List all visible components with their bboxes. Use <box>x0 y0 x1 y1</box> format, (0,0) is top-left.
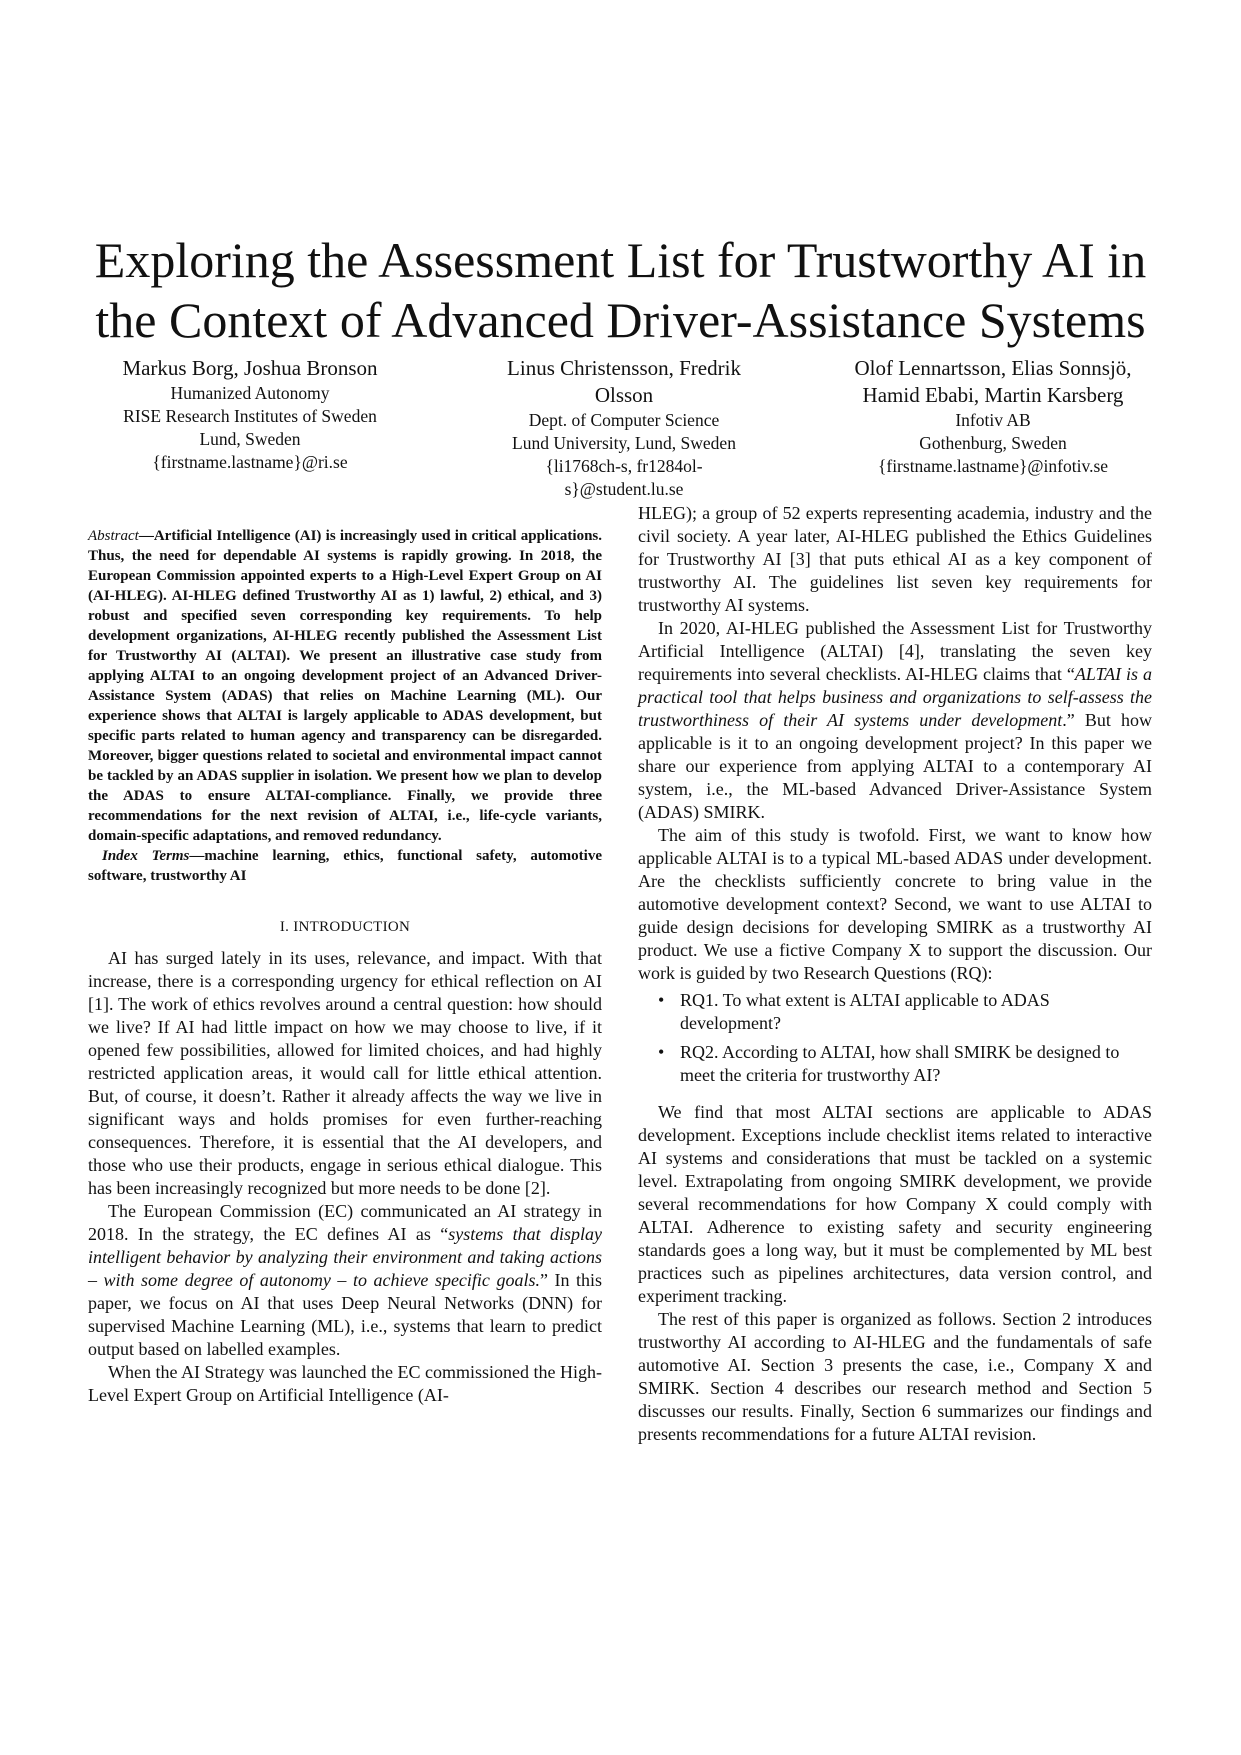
index-terms-text: —machine learning, ethics, functional safety, automotive software, trustworthy AI <box>88 848 602 884</box>
author-names: Linus Christensson, Fredrik <box>507 356 741 380</box>
author-names: Olof Lennartsson, Elias Sonnsjö, <box>854 356 1132 380</box>
paragraph: The rest of this paper is organized as follows. Section 2 introduces trustworthy AI according to AI-HLEG and the fundamentals of safe automotive AI. Section 3 presents the case, i.e., Company X and SMIRK. Section 4 describes our research method and Section 5 discusses our results. Finally, Section 6 summarizes our findings and presents recommendations for a future ALTAI revision. <box>638 1309 1152 1444</box>
author-affiliation: Infotiv AB <box>955 410 1031 430</box>
title-line-2: the Context of Advanced Driver-Assistance Systems <box>95 291 1146 348</box>
author-affiliation: Lund University, Lund, Sweden <box>512 433 736 453</box>
right-column <box>638 502 1152 1446</box>
paragraph: We find that most ALTAI sections are applicable to ADAS development. Exceptions include checklist items related to interactive AI systems and considerations that must be tackled on a systemic level. Extrapolating from ongoing SMIRK development, we provide several recommendations for how Company X could comply with ALTAI. Adherence to existing safety and security engineering standards goes a long way, but it must be complemented by ML best practices such as pipelines architectures, data version control, and experiment tracking. <box>638 1102 1152 1306</box>
author-block-3 <box>828 355 1158 478</box>
bullet-icon: • <box>658 990 665 1010</box>
paragraph: When the AI Strategy was launched the EC commissioned the High-Level Expert Group on Artificial Intelligence (AI- <box>88 1362 602 1405</box>
paragraph: The aim of this study is twofold. First, we want to know how applicable ALTAI is to a typical ML-based ADAS under development. Are the checklists sufficiently concrete to bring value in the automotive development context? Second, we want to use ALTAI to guide design decisions for developing SMIRK as a trustworthy AI product. We use a fictive Company X to support the discussion. Our work is guided by two Research Questions (RQ): <box>638 825 1152 983</box>
author-email: s}@student.lu.se <box>564 479 684 499</box>
abstract-label: Abstract <box>88 528 139 544</box>
paragraph-text: The European Commission (EC) communicated an AI strategy in 2018. In the strategy, the EC defines AI as “ <box>88 1201 602 1244</box>
author-names: Olsson <box>594 383 654 407</box>
title-line-1: Exploring the Assessment List for Trustworthy AI in <box>94 231 1147 288</box>
index-terms-label: Index Terms <box>102 848 190 864</box>
abstract <box>88 526 602 846</box>
paragraph-text: In 2020, AI-HLEG published the Assessment List for Trustworthy Artificial Intelligence (ALTAI) [4], translating the seven key requirements into several checklists. AI-HLEG claims that “ <box>638 618 1152 684</box>
section-heading-introduction: I. INTRODUCTION <box>279 919 411 935</box>
left-column <box>88 526 602 1407</box>
altai-claim-quote: ALTAI is a practical tool that helps business and organizations to self-assess the trustworthiness of their AI systems under development <box>638 664 1152 730</box>
research-question-1 <box>658 989 1152 1035</box>
author-email: {firstname.lastname}@ri.se <box>152 452 348 472</box>
index-terms <box>88 846 602 886</box>
abstract-text: —Artificial Intelligence (AI) is increasingly used in critical applications. Thus, the need for dependable AI systems is rapidly growing. In 2018, the European Commission appointed experts to a High-Level Expert Group on AI (AI-HLEG). AI-HLEG defined Trustworthy AI as 1) lawful, 2) ethical, and 3) robust and specified seven corresponding key requirements. To help development organizations, AI-HLEG recently published the Assessment List for Trustworthy AI (ALTAI). We present an illustrative case study from applying ALTAI to an ongoing development project of an Advanced Driver-Assistance System (ADAS) that relies on Machine Learning (ML). Our experience shows that ALTAI is largely applicable to ADAS development, but specific parts related to human agency and transparency can be disregarded. Moreover, bigger questions related to societal and environmental impact cannot be tackled by an ADAS supplier in isolation. We present how we plan to develop the ADAS to ensure ALTAI-compliance. Finally, we provide three recommendations for the next revision of ALTAI, i.e., life-cycle variants, domain-specific adaptations, and removed redundancy. <box>88 528 602 844</box>
research-questions-list <box>638 989 1152 1087</box>
paragraph <box>638 617 1152 824</box>
paragraph-text: ” In this paper, we focus on AI that uses Deep Neural Networks (DNN) for supervised Machine Learning (ML), i.e., systems that learn to predict output based on labelled examples. <box>88 1270 602 1359</box>
author-names: Hamid Ebabi, Martin Karsberg <box>862 383 1124 407</box>
ec-ai-definition-quote: systems that display intelligent behavior by analyzing their environment and taking actions – with some degree of autonomy – to achieve specific goals. <box>88 1224 602 1290</box>
author-affiliation: Humanized Autonomy <box>170 383 330 403</box>
paragraph <box>88 1200 602 1361</box>
bullet-icon: • <box>658 1042 665 1062</box>
author-block-2 <box>465 355 783 501</box>
author-email: {firstname.lastname}@infotiv.se <box>877 456 1109 476</box>
author-block-1 <box>90 355 410 474</box>
author-affiliation: Dept. of Computer Science <box>528 410 720 430</box>
research-question-2 <box>658 1041 1152 1087</box>
author-location: Gothenburg, Sweden <box>919 433 1067 453</box>
rq-text: RQ2. According to ALTAI, how shall SMIRK be designed to meet the criteria for trustworthy AI? <box>680 1042 1120 1085</box>
author-email: {li1768ch-s, fr1284ol- <box>545 456 703 476</box>
paragraph-text: .” But how applicable is it to an ongoing development project? In this paper we share our experience from applying ALTAI to a contemporary AI system, i.e., the ML-based Advanced Driver-Assistance System (ADAS) SMIRK. <box>638 710 1152 822</box>
paper-title <box>60 230 1181 350</box>
rq-text: RQ1. To what extent is ALTAI applicable to ADAS development? <box>680 990 1050 1033</box>
paragraph: AI has surged lately in its uses, relevance, and impact. With that increase, there is a corresponding urgency for ethical reflection on AI [1]. The work of ethics revolves around a central question: how should we live? If AI had little impact on how we may choose to live, if it opened few possibilities, allowed for limited choices, and had highly restricted application areas, it would call for little ethical attention. But, of course, it doesn’t. Rather it already affects the way we live in significant ways and holds promises for even further-reaching consequences. Therefore, it is essential that the AI developers, and those who use their products, engage in serious ethical dialogue. This has been increasingly recognized but more needs to be done [2]. <box>88 948 602 1198</box>
author-location: Lund, Sweden <box>199 429 301 449</box>
author-names: Markus Borg, Joshua Bronson <box>122 356 378 380</box>
author-affiliation: RISE Research Institutes of Sweden <box>123 406 377 426</box>
paragraph: HLEG); a group of 52 experts representing academia, industry and the civil society. A year later, AI-HLEG published the Ethics Guidelines for Trustworthy AI [3] that puts ethical AI as a key component of trustworthy AI. The guidelines list seven key requirements for trustworthy AI systems. <box>638 503 1152 615</box>
